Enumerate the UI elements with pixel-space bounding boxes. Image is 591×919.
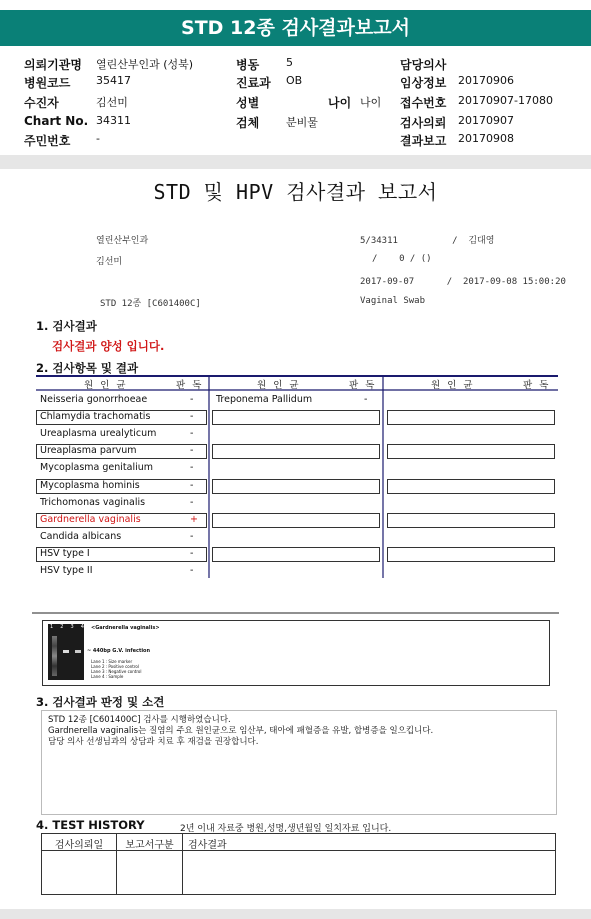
pathogen-result: - <box>190 445 194 457</box>
history-header-result: 검사결과 <box>188 840 227 851</box>
row-box <box>212 444 380 459</box>
history-note: 2년 이내 자료중 병원,성명,생년월일 일치자료 입니다. <box>180 824 392 834</box>
test-code: STD 12종 [C601400C] <box>100 299 201 309</box>
gel-lane-4-label: 4 <box>80 624 84 630</box>
collect-report-dates: 2017-09-07 / 2017-09-08 15:00:20 <box>360 277 566 287</box>
info-label: 진료과 <box>236 76 271 90</box>
gel-lane-2-label: 2 <box>60 624 64 630</box>
pathogen-result: + <box>190 513 198 525</box>
info-value: 20170907-17080 <box>458 94 553 107</box>
pathogen-name: Chlamydia trachomatis <box>40 411 151 423</box>
gel-band <box>63 650 69 653</box>
info-label: Chart No. <box>24 114 89 128</box>
gel-image-panel <box>42 620 550 686</box>
info-value: 열린산부인과 (성북) <box>96 58 194 71</box>
section3-title: 3. 검사결과 판정 및 소견 <box>36 695 165 709</box>
opinion-text <box>48 715 433 748</box>
gel-legend <box>91 659 141 679</box>
opinion-line: Gardnerella vaginalis는 질염의 주요 원인균으로 임산부, 태아에 패혈증을 유발, 합병증을 일으킵니다. <box>48 726 434 736</box>
info-label: 성별 <box>236 96 260 110</box>
positive-result-text: 검사결과 양성 입니다. <box>52 339 165 353</box>
opinion-box <box>41 710 557 815</box>
info-value: 35417 <box>96 74 131 87</box>
info-label: 병원코드 <box>24 76 71 90</box>
gel-legend-item: Lane 2 : Positive control <box>91 664 139 669</box>
info-label: 접수번호 <box>400 96 447 110</box>
footer-band <box>0 909 591 919</box>
gel-lane-1-label: 1 <box>50 624 54 630</box>
row-box <box>387 444 555 459</box>
info-label: 검사의뢰 <box>400 116 447 130</box>
gel-electrophoresis-image <box>48 624 84 680</box>
section1-title: 1. 검사결과 <box>36 319 97 333</box>
history-header-type: 보고서구분 <box>125 840 174 851</box>
pathogen-name: Gardnerella vaginalis <box>40 513 141 525</box>
col-header-pathogen: 원 인 균 <box>431 380 475 391</box>
gel-band <box>75 650 81 653</box>
col-header-pathogen: 원 인 균 <box>84 380 128 391</box>
info-label: 병동 <box>236 58 260 72</box>
info-value: - <box>96 132 100 145</box>
pathogen-name: Neisseria gonorrhoeae <box>40 394 148 405</box>
specimen-type: Vaginal Swab <box>360 296 426 306</box>
report-title: STD 및 HPV 검사결과 보고서 <box>153 180 438 204</box>
gel-marker-lane <box>52 636 57 676</box>
row-box <box>387 547 555 562</box>
col-header-result: 판 독 <box>176 380 204 391</box>
row-box <box>212 547 380 562</box>
info-value: 5 <box>286 56 293 69</box>
pathogen-name: Ureaplasma parvum <box>40 445 137 457</box>
opinion-line: STD 12종 [C601400C] 검사를 시행하였습니다. <box>48 715 231 725</box>
age-sex: / 0 / () <box>372 254 432 264</box>
info-label: 검체 <box>236 116 260 130</box>
pathogen-name: HSV type II <box>40 565 93 576</box>
history-table <box>41 833 556 895</box>
pathogen-result: - <box>190 496 194 508</box>
col-header-result: 판 독 <box>349 380 377 391</box>
row-box <box>212 479 380 494</box>
info-value: 20170908 <box>458 132 514 145</box>
chart-doctor: 5/34311 / 김대영 <box>360 236 495 246</box>
pathogen-name: Candida albicans <box>40 530 122 542</box>
pathogen-result: - <box>190 565 194 576</box>
info-value: 20170906 <box>458 74 514 87</box>
info-label: 의뢰기관명 <box>24 58 82 72</box>
info-label: 결과보고 <box>400 134 447 148</box>
gel-legend-item: Lane 3 : Negative control <box>91 669 142 674</box>
info-value: 20170907 <box>458 114 514 127</box>
pathogen-result: - <box>190 547 194 559</box>
info-value: 분비물 <box>286 116 318 129</box>
row-box <box>212 513 380 528</box>
info-label: 나이 <box>328 96 352 110</box>
pathogen-result: - <box>364 394 368 405</box>
gel-heading: <Gardnerella vaginalis> <box>91 625 160 631</box>
info-value: 나이 <box>360 96 382 109</box>
pathogen-result: - <box>190 411 194 423</box>
col-header-result: 판 독 <box>523 380 551 391</box>
pathogen-result: - <box>190 428 194 440</box>
info-value: 김선미 <box>96 96 128 109</box>
history-header-date: 검사의뢰일 <box>54 840 104 851</box>
info-label: 주민번호 <box>24 134 71 148</box>
gel-legend-item: Lane 4 : Sample <box>91 674 124 679</box>
gel-lane-numbers <box>50 624 84 630</box>
pathogen-result: - <box>190 462 194 474</box>
gel-band-label: ~ 440bp G.V. infection <box>87 648 151 654</box>
info-value: 34311 <box>96 114 131 127</box>
pathogen-name: Mycoplasma hominis <box>40 479 140 491</box>
row-box <box>387 479 555 494</box>
gel-legend-item: Lane 1 : Size marker <box>91 659 133 664</box>
hospital-name: 열린산부인과 <box>96 236 149 246</box>
report-header-title: STD 12종 검사결과보고서 <box>0 10 591 46</box>
pathogen-result: - <box>190 479 194 491</box>
patient-name: 김선미 <box>96 257 123 267</box>
history-col-divider <box>182 834 183 894</box>
info-value: OB <box>286 74 303 87</box>
gel-lane-3-label: 3 <box>70 624 74 630</box>
pathogen-result: - <box>190 530 194 542</box>
row-box <box>387 513 555 528</box>
info-label: 담당의사 <box>400 58 447 72</box>
row-box <box>387 410 555 425</box>
info-label: 임상정보 <box>400 76 447 90</box>
pathogen-name: Mycoplasma genitalium <box>40 462 154 474</box>
opinion-line: 담당 의사 선생님과의 상담과 치료 후 재검을 권장합니다. <box>48 737 259 747</box>
pathogen-name: Treponema Pallidum <box>216 394 313 405</box>
section4-title: 4. TEST HISTORY <box>36 818 145 832</box>
pathogen-name: Trichomonas vaginalis <box>40 496 146 508</box>
row-box <box>212 410 380 425</box>
section2-title: 2. 검사항목 및 결과 <box>36 361 139 375</box>
pathogen-name: HSV type I <box>40 547 90 559</box>
pathogen-name: Ureaplasma urealyticum <box>40 428 157 440</box>
pathogen-result: - <box>190 394 194 405</box>
info-label: 수진자 <box>24 96 59 110</box>
col-header-pathogen: 원 인 균 <box>257 380 301 391</box>
